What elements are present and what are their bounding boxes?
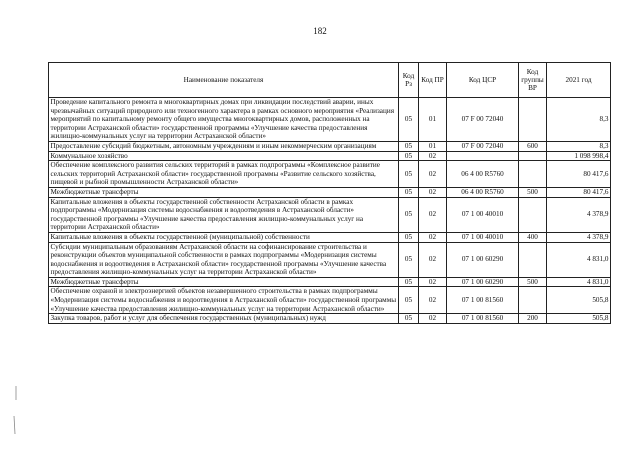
row-csr: 07 1 00 81560 bbox=[447, 314, 519, 324]
row-amount: 80 417,6 bbox=[547, 187, 611, 197]
header-rz: Код Рз bbox=[399, 63, 419, 98]
row-pr: 02 bbox=[419, 287, 447, 314]
row-vr bbox=[519, 98, 547, 142]
header-vr: Код группы ВР bbox=[519, 63, 547, 98]
row-vr: 600 bbox=[519, 141, 547, 151]
margin-scan-marks bbox=[12, 386, 18, 436]
row-amount: 4 831,0 bbox=[547, 242, 611, 277]
row-name: Коммунальное хозяйство bbox=[49, 151, 399, 161]
row-pr: 02 bbox=[419, 151, 447, 161]
row-amount: 4 831,0 bbox=[547, 277, 611, 287]
row-rz: 05 bbox=[399, 151, 419, 161]
row-pr: 02 bbox=[419, 232, 447, 242]
row-csr: 07 1 00 40010 bbox=[447, 197, 519, 232]
row-amount: 80 417,6 bbox=[547, 161, 611, 188]
row-amount: 4 378,9 bbox=[547, 232, 611, 242]
row-rz: 05 bbox=[399, 161, 419, 188]
table-row bbox=[49, 98, 611, 142]
row-name: Межбюджетные трансферты bbox=[49, 277, 399, 287]
row-pr: 02 bbox=[419, 187, 447, 197]
table-row bbox=[49, 141, 611, 151]
row-rz: 05 bbox=[399, 242, 419, 277]
row-name: Субсидии муниципальным образованиям Астраханской области на софинансирование строительства и реконструкции объектов муниципальной собственности в рамках подпрограммы «Модернизация системы водоснабжения и водоотведения в Астраханской области» государственной программы «Улучшение качества предоставления жилищно-коммунальных услуг на территории Астраханской области» bbox=[49, 242, 399, 277]
row-vr bbox=[519, 161, 547, 188]
row-pr: 02 bbox=[419, 161, 447, 188]
row-csr: 07 1 00 81560 bbox=[447, 287, 519, 314]
row-csr: 06 4 00 R5760 bbox=[447, 187, 519, 197]
row-vr: 200 bbox=[519, 314, 547, 324]
row-amount: 505,8 bbox=[547, 287, 611, 314]
row-name: Обеспечение комплексного развития сельских территорий в рамках подпрограммы «Комплексное развитие сельских территорий Астраханской области» государственной программы «Развитие сельского хозяйства, пищевой и рыбной промышленности Астраханской области» bbox=[49, 161, 399, 188]
row-rz: 05 bbox=[399, 141, 419, 151]
row-rz: 05 bbox=[399, 277, 419, 287]
row-name: Закупка товаров, работ и услуг для обеспечения государственных (муниципальных) нужд bbox=[49, 314, 399, 324]
table-row bbox=[49, 187, 611, 197]
row-csr: 06 4 00 R5760 bbox=[447, 161, 519, 188]
row-vr bbox=[519, 197, 547, 232]
row-name: Межбюджетные трансферты bbox=[49, 187, 399, 197]
row-csr: 07 1 00 60290 bbox=[447, 277, 519, 287]
row-rz: 05 bbox=[399, 232, 419, 242]
row-pr: 02 bbox=[419, 242, 447, 277]
header-pr: Код ПР bbox=[419, 63, 447, 98]
header-csr: Код ЦСР bbox=[447, 63, 519, 98]
row-pr: 01 bbox=[419, 98, 447, 142]
row-pr: 02 bbox=[419, 314, 447, 324]
table-row bbox=[49, 242, 611, 277]
table-row bbox=[49, 161, 611, 188]
table-row bbox=[49, 151, 611, 161]
row-csr: 07 F 00 72040 bbox=[447, 141, 519, 151]
row-name: Обеспечение охраной и электроэнергией объектов незавершенного строительства в рамках подпрограммы «Модернизация системы водоснабжения и водоотведения в Астраханской области» государственной программы «Улучшение качества предоставления жилищно-коммунальных услуг на территории Астраханской области» bbox=[49, 287, 399, 314]
row-rz: 05 bbox=[399, 187, 419, 197]
header-amount: 2021 год bbox=[547, 63, 611, 98]
row-amount: 1 098 998,4 bbox=[547, 151, 611, 161]
budget-table bbox=[48, 62, 611, 324]
row-pr: 01 bbox=[419, 141, 447, 151]
row-vr bbox=[519, 242, 547, 277]
row-amount: 8,3 bbox=[547, 141, 611, 151]
row-rz: 05 bbox=[399, 314, 419, 324]
row-vr: 400 bbox=[519, 232, 547, 242]
row-amount: 505,8 bbox=[547, 314, 611, 324]
row-rz: 05 bbox=[399, 287, 419, 314]
table-row bbox=[49, 314, 611, 324]
row-pr: 02 bbox=[419, 197, 447, 232]
row-pr: 02 bbox=[419, 277, 447, 287]
row-vr bbox=[519, 287, 547, 314]
row-name: Капитальные вложения в объекты государственной (муниципальной) собственности bbox=[49, 232, 399, 242]
table-row bbox=[49, 197, 611, 232]
row-name: Капитальные вложения в объекты государственной собственности Астраханской области в рамках подпрограммы «Модернизация системы водоснабжения и водоотведения в Астраханской области» государственной программы «Улучшение качества предоставления жилищно-коммунальных услуг на территории Астраханской области» bbox=[49, 197, 399, 232]
row-rz: 05 bbox=[399, 197, 419, 232]
row-rz: 05 bbox=[399, 98, 419, 142]
table-header-row bbox=[49, 63, 611, 98]
row-amount: 4 378,9 bbox=[547, 197, 611, 232]
row-csr bbox=[447, 151, 519, 161]
row-csr: 07 F 00 72040 bbox=[447, 98, 519, 142]
row-csr: 07 1 00 40010 bbox=[447, 232, 519, 242]
row-amount: 8,3 bbox=[547, 98, 611, 142]
row-name: Проведение капитального ремонта в многоквартирных домах при ликвидации последствий аварии, иных чрезвычайных ситуаций природного или техногенного характера в рамках основного мероприятия «Реализация мероприятий по капитальному ремонту общего имущества многоквартирных домов, расположенных на территории Астраханской области» государственной программы «Улучшение качества предоставления жилищно-коммунальных услуг на территории Астраханской области» bbox=[49, 98, 399, 142]
table-row bbox=[49, 232, 611, 242]
row-vr: 500 bbox=[519, 277, 547, 287]
row-csr: 07 1 00 60290 bbox=[447, 242, 519, 277]
row-vr bbox=[519, 151, 547, 161]
table-row bbox=[49, 277, 611, 287]
header-name: Наименование показателя bbox=[49, 63, 399, 98]
table-row bbox=[49, 287, 611, 314]
row-vr: 500 bbox=[519, 187, 547, 197]
page-number: 182 bbox=[313, 26, 327, 36]
row-name: Предоставление субсидий бюджетным, автономным учреждениям и иным некоммерческим организациям bbox=[49, 141, 399, 151]
